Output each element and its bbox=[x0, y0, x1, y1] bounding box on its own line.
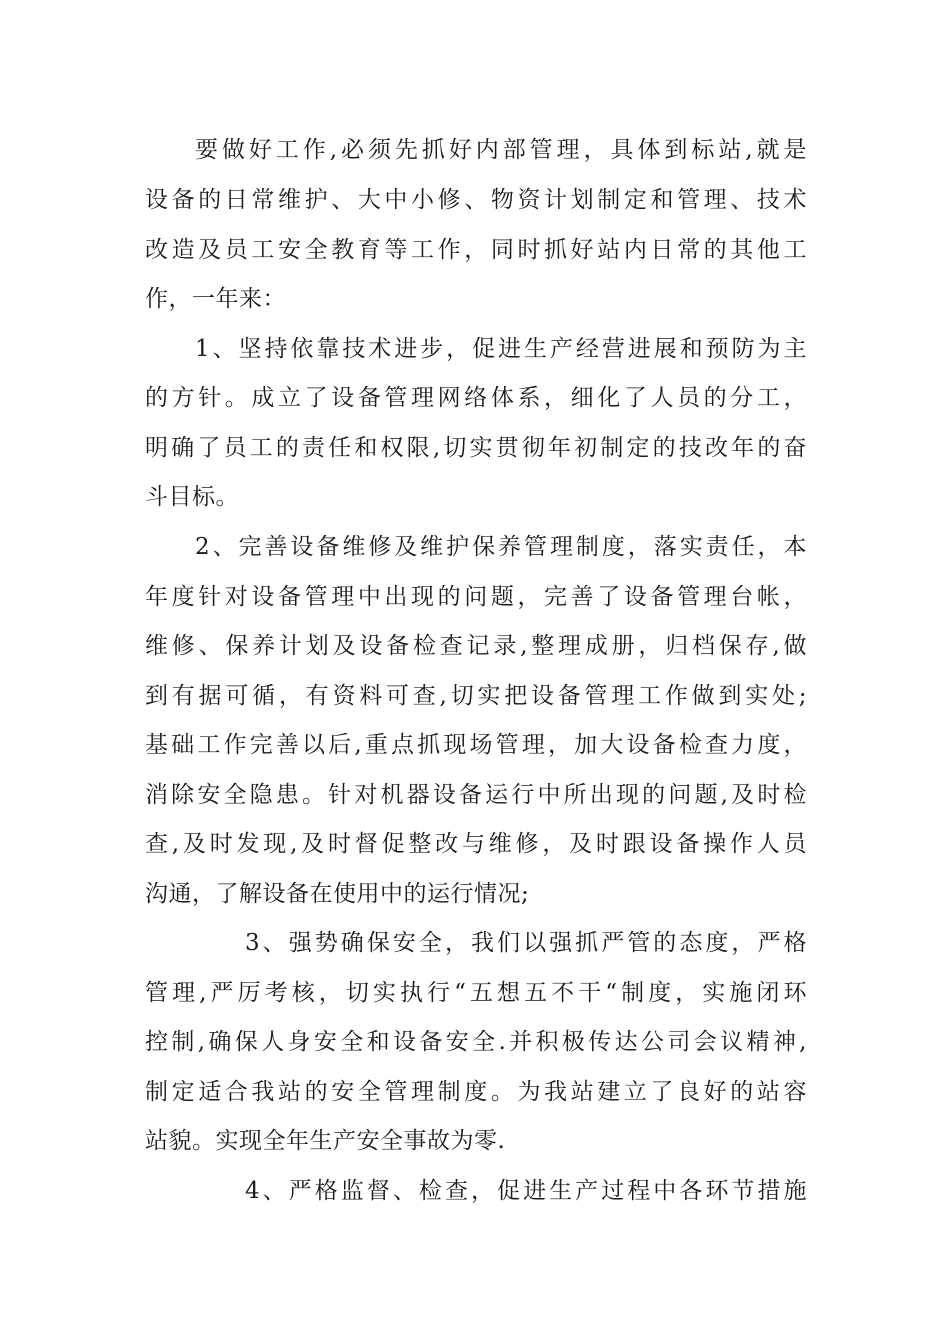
paragraph-intro-line-2: 设备的日常维护、大中小修、物资计划制定和管理、技术 bbox=[145, 187, 807, 213]
paragraph-2-line-8: 沟通，了解设备在使用中的运行情况; bbox=[145, 881, 530, 907]
paragraph-intro-line-3: 改造及员工安全教育等工作，同时抓好站内日常的其他工 bbox=[145, 237, 807, 263]
paragraph-3-line-1: 3、强势确保安全，我们以强抓严管的态度，严格 bbox=[245, 930, 807, 956]
paragraph-2-line-1: 2、完善设备维修及维护保养管理制度，落实责任，本 bbox=[195, 534, 807, 560]
paragraph-1-line-1: 1、坚持依靠技术进步，促进生产经营进展和预防为主 bbox=[195, 336, 807, 362]
paragraph-2-line-3: 维修、保养计划及设备检查记录,整理成册，归档保存,做 bbox=[145, 633, 807, 659]
paragraph-3-line-2: 管理,严厉考核，切实执行“五想五不干“制度，实施闭环 bbox=[145, 980, 807, 1006]
paragraph-1-line-4: 斗目标。 bbox=[145, 484, 239, 510]
paragraph-2-line-4: 到有据可循，有资料可查,切实把设备管理工作做到实处; bbox=[145, 683, 807, 709]
paragraph-3-line-5: 站貌。实现全年生产安全事故为零. bbox=[145, 1128, 506, 1154]
paragraph-2-line-6: 消除安全隐患。针对机器设备运行中所出现的问题,及时检 bbox=[145, 782, 807, 808]
paragraph-3-line-3: 控制,确保人身安全和设备安全.并积极传达公司会议精神, bbox=[145, 1029, 807, 1055]
paragraph-2-line-7: 查,及时发现,及时督促整改与维修，及时跟设备操作人员 bbox=[145, 831, 807, 857]
paragraph-1-line-2: 的方针。成立了设备管理网络体系，细化了人员的分工， bbox=[145, 385, 807, 411]
paragraph-intro-line-4: 作，一年来： bbox=[145, 286, 286, 312]
paragraph-intro-line-1: 要做好工作,必须先抓好内部管理，具体到标站,就是 bbox=[195, 137, 807, 163]
paragraph-4-line-1: 4、严格监督、检查，促进生产过程中各环节措施 bbox=[245, 1178, 807, 1204]
paragraph-3-line-4: 制定适合我站的安全管理制度。为我站建立了良好的站容 bbox=[145, 1079, 807, 1105]
paragraph-2-line-5: 基础工作完善以后,重点抓现场管理，加大设备检查力度， bbox=[145, 732, 807, 758]
paragraph-2-line-2: 年度针对设备管理中出现的问题，完善了设备管理台帐， bbox=[145, 584, 807, 610]
paragraph-1-line-3: 明确了员工的责任和权限,切实贯彻年初制定的技改年的奋 bbox=[145, 435, 807, 461]
